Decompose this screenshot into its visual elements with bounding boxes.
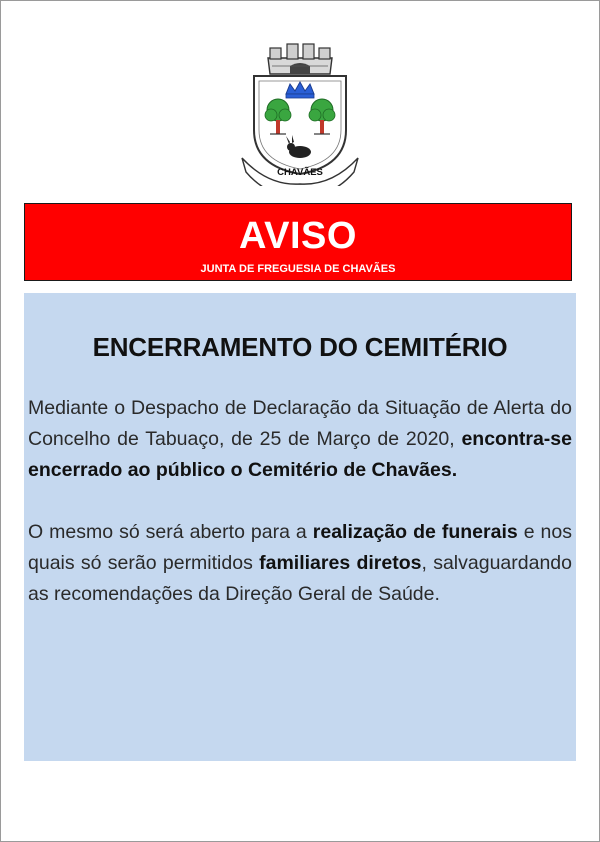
crown-icon <box>286 82 314 98</box>
banner-title: AVISO <box>239 215 357 257</box>
notice-heading: ENCERRAMENTO DO CEMITÉRIO <box>92 332 508 362</box>
notice-content <box>24 293 576 761</box>
paragraph-bold-text: realização de funerais <box>312 521 518 543</box>
parish-coat-of-arms <box>228 38 372 186</box>
banner-subtitle: JUNTA DE FREGUESIA DE CHAVÃES <box>200 263 396 275</box>
notice-banner <box>24 203 572 281</box>
paragraph-bold-text: familiares diretos <box>259 552 422 574</box>
notice-paragraph-2 <box>28 517 572 610</box>
paragraph-text: e nos quais só serão permitidos <box>28 521 572 574</box>
notice-paragraph-1 <box>28 393 572 486</box>
paragraph-text: , salvaguardando as recomendações da Direção Geral de Saúde. <box>28 552 572 605</box>
crest-label: CHAVÃES <box>277 167 323 178</box>
paragraph-bold-text: encontra-se encerrado ao público o Cemitério de Chavães. <box>28 428 572 481</box>
paragraph-text: Mediante o Despacho de Declaração da Situação de Alerta do Concelho de Tabuaço, de 25 de Março de 2020, <box>28 397 572 450</box>
paragraph-text: O mesmo só será aberto para a <box>28 521 313 543</box>
mural-crown-icon <box>268 44 332 74</box>
